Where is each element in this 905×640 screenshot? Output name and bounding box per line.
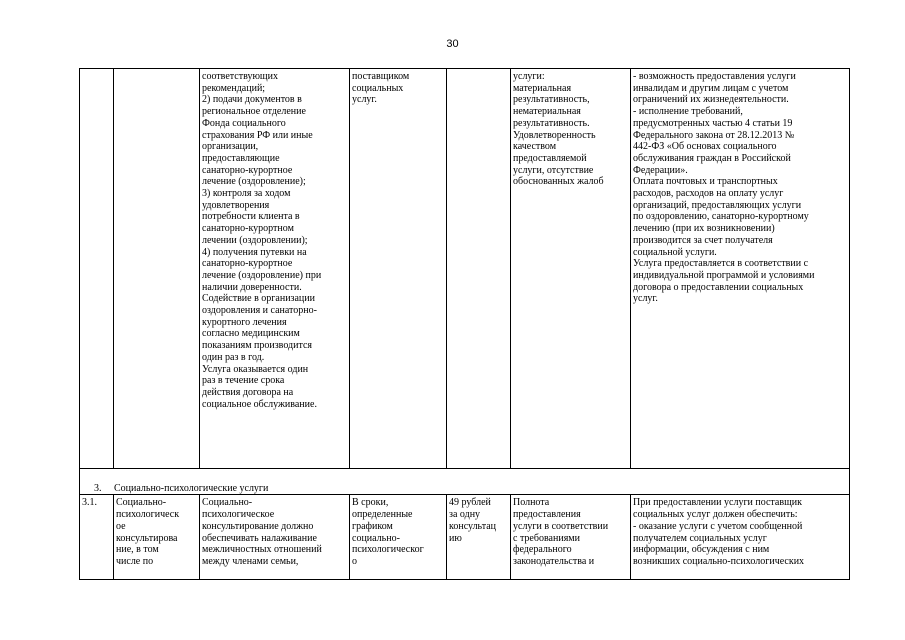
cell-number xyxy=(80,69,114,469)
cell-service-description: Социально- психологическое консультирование должно обеспечивать налаживание межличностных отношений между членами семьи, xyxy=(200,495,350,580)
cell-service-conditions: - возможность предоставления услуги инвалидам и другим лицам с учетом ограничений их жизнедеятельности. - исполнение требований, предусмотренных частью 4 статьи 19 Федерального закона от 28.12.2013 № 442-ФЗ «Об основах социального обслуживания граждан в Российской Федерации». Оплата почтовых и транспортных расходов, расходов на оплату услуг организаций, предоставляющих услуги по оздоровлению, санаторно-курортному лечению (при их возникновении) производится за счет получателя социальной услуги. Услуга предоставляется в соответствии с индивидуальной программой и условиями договора о предоставлении социальных услуг. xyxy=(631,69,850,469)
cell-service-name: Социально- психологическ ое консультирова ние, в том числе по xyxy=(114,495,200,580)
cell-service-conditions: При предоставлении услуги поставщик социальных услуг должен обеспечить: - оказание услуги с учетом сообщенной получателем социальных услуг информации, обсуждения с ним возникших социально-психологических xyxy=(631,495,850,580)
services-table xyxy=(79,68,850,580)
cell-service-description: соответствующих рекомендаций; 2) подачи документов в региональное отделение Фонда социального страхования РФ или иные организации, предоставляющие санаторно-курортное лечение (оздоровление); 3) контроля за ходом удовлетворения потребности клиента в санаторно-курортном лечении (оздоровлении); 4) получения путевки на санаторно-курортное лечение (оздоровление) при наличии доверенности. Содействие в организации оздоровления и санаторно- курортного лечения согласно медицинским показаниям производится один раз в год. Услуга оказывается один раз в течение срока действия договора на социальное обслуживание. xyxy=(200,69,350,469)
cell-quality-indicators: Полнота предоставления услуги в соответствии с требованиями федерального законодательства и xyxy=(511,495,631,580)
cell-service-price: 49 рублей за одну консультац ию xyxy=(447,495,511,580)
section-title: Социально-психологические услуги xyxy=(114,482,269,494)
cell-service-name xyxy=(114,69,200,469)
table-row-3-1 xyxy=(80,495,850,580)
cell-quality-indicators: услуги: материальная результативность, нематериальная результативность. Удовлетворенность качеством предоставляемой услуги, отсутствие обоснованных жалоб xyxy=(511,69,631,469)
table-row-continued xyxy=(80,69,850,469)
cell-service-terms: поставщиком социальных услуг. xyxy=(350,69,447,469)
cell-service-price xyxy=(447,69,511,469)
cell-number: 3.1. xyxy=(80,495,114,580)
page-number: 30 xyxy=(446,38,459,50)
section-row xyxy=(80,469,850,495)
section-number: 3. xyxy=(94,482,102,494)
cell-service-terms: В сроки, определенные графиком социально- психологическог о xyxy=(350,495,447,580)
section-header xyxy=(80,469,850,495)
